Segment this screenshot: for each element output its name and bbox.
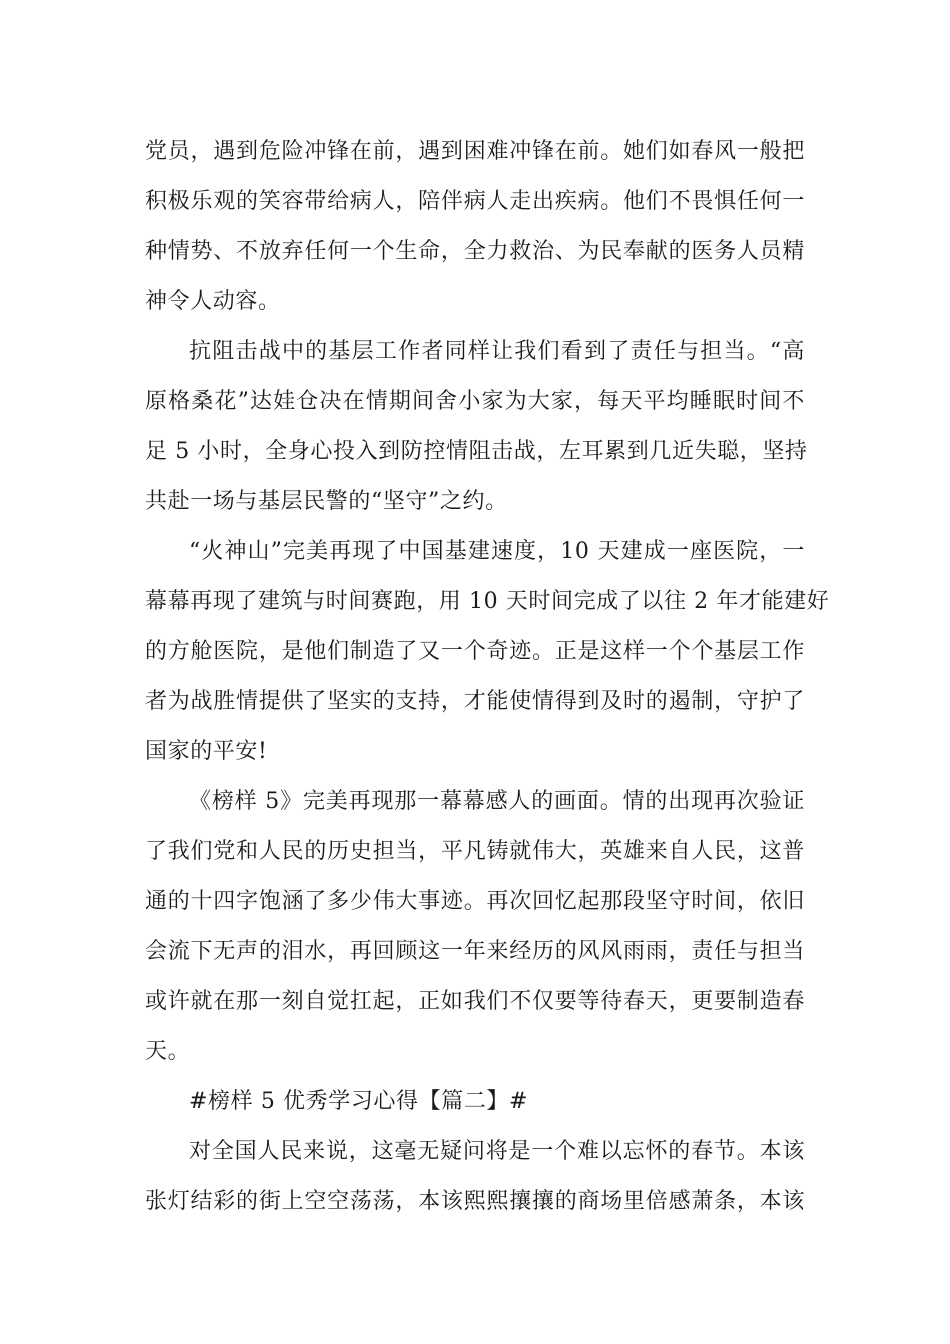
text-line: 的方舱医院，是他们制造了又一个奇迹。正是这样一个个基层工作 (145, 639, 805, 664)
paragraph-spring-festival (145, 1127, 805, 1227)
paragraph-grassroots-workers (145, 327, 808, 527)
text-line: 神令人动容。 (145, 289, 281, 314)
text-line: 原格桑花”达娃仓决在情期间舍小家为大家，每天平均睡眠时间不 (145, 389, 805, 414)
text-line: 党员，遇到危险冲锋在前，遇到困难冲锋在前。她们如春风一般把 (145, 139, 805, 164)
text-line: 天。 (145, 1039, 191, 1064)
paragraph-medical-staff (145, 127, 805, 327)
text-line: 幕幕再现了建筑与时间赛跑，用 10 天时间完成了以往 2 年才能建好 (145, 589, 830, 614)
text-line: #榜样 5 优秀学习心得【篇二】# (189, 1089, 529, 1114)
text-line: 或许就在那一刻自觉扛起，正如我们不仅要等待春天，更要制造春 (145, 989, 805, 1014)
text-line: 抗阻击战中的基层工作者同样让我们看到了责任与担当。“高 (189, 339, 805, 364)
text-line: 通的十四字饱涵了多少伟大事迹。再次回忆起那段坚守时间，依旧 (145, 889, 805, 914)
paragraph-huoshenshan (145, 527, 830, 777)
text-line: 足 5 小时，全身心投入到防控情阻击战，左耳累到几近失聪，坚持 (145, 439, 808, 464)
text-line: 会流下无声的泪水，再回顾这一年来经历的风风雨雨，责任与担当 (145, 939, 805, 964)
paragraph-role-model-5 (145, 777, 805, 1077)
text-line: 了我们党和人民的历史担当，平凡铸就伟大，英雄来自人民，这普 (145, 839, 805, 864)
text-line: “火神山”完美再现了中国基建速度，10 天建成一座医院，一 (189, 539, 805, 564)
text-line: 张灯结彩的街上空空荡荡，本该熙熙攘攘的商场里倍感萧条，本该 (145, 1189, 805, 1214)
text-line: 者为战胜情提供了坚实的支持，才能使情得到及时的遏制，守护了 (145, 689, 805, 714)
text-line: 国家的平安! (145, 739, 268, 764)
text-line: 《榜样 5》完美再现那一幕幕感人的画面。情的出现再次验证 (189, 789, 805, 814)
text-line: 对全国人民来说，这毫无疑问将是一个难以忘怀的春节。本该 (189, 1139, 805, 1164)
text-line: 共赴一场与基层民警的“坚守”之约。 (145, 489, 508, 514)
document-body (145, 127, 830, 1227)
text-line: 种情势、不放弃任何一个生命，全力救治、为民奉献的医务人员精 (145, 239, 805, 264)
section-heading (145, 1077, 805, 1127)
text-line: 积极乐观的笑容带给病人，陪伴病人走出疾病。他们不畏惧任何一 (145, 189, 805, 214)
